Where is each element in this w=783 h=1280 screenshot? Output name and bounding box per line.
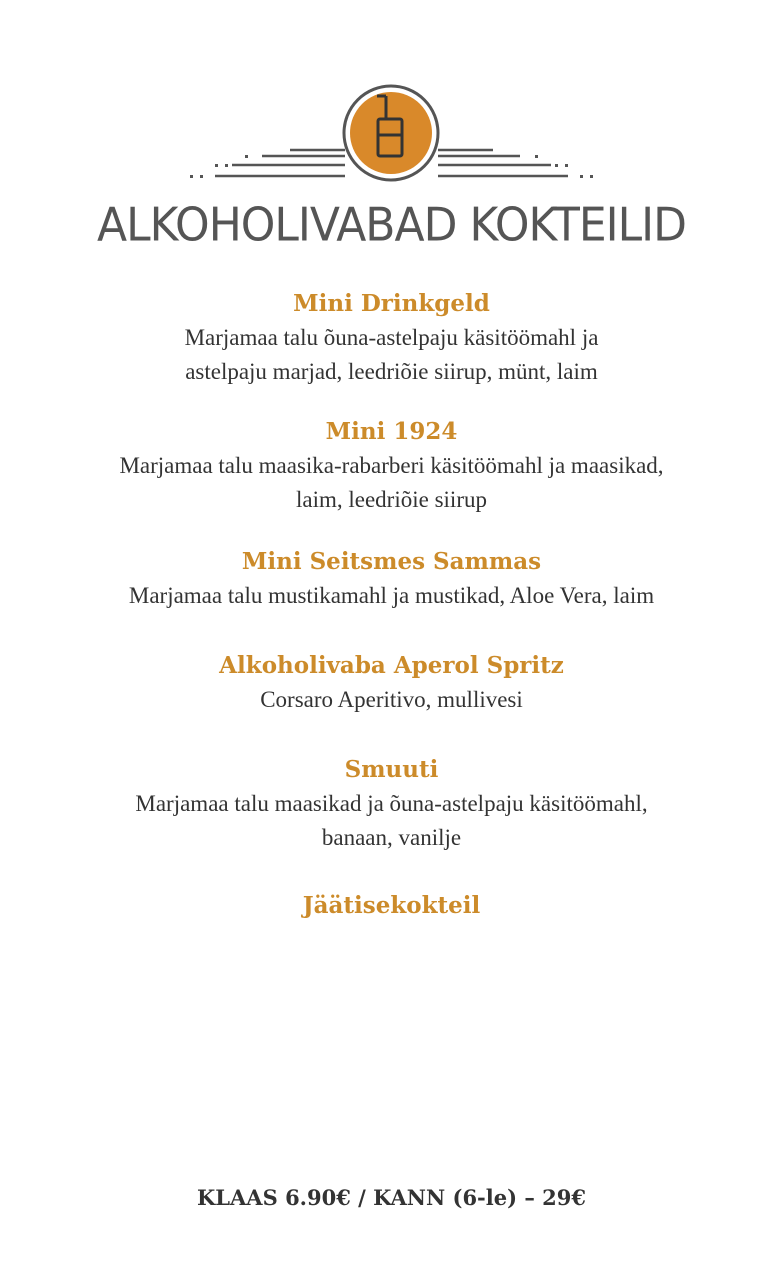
item-description: Marjamaa talu maasikad ja õuna-astelpaju käsitöömahl,: [135, 791, 648, 816]
list-item: [0, 287, 783, 389]
list-item: [0, 415, 783, 517]
item-description: Corsaro Aperitivo, mullivesi: [260, 687, 523, 712]
item-description: Marjamaa talu mustikamahl ja mustikad, Aloe Vera, laim: [128, 583, 655, 608]
cocktail-emblem-icon: [0, 0, 783, 200]
item-description: astelpaju marjad, leedriõie siirup, münt, laim: [185, 359, 598, 384]
item-name: Alkoholivaba Aperol Spritz: [219, 652, 564, 679]
list-item: [0, 889, 783, 923]
menu-list: [0, 287, 783, 923]
page-title: ALKOHOLIVABAD KOKTEILID: [97, 198, 686, 253]
item-name: Smuuti: [344, 756, 439, 783]
list-item: [0, 649, 783, 717]
item-name: Mini Seitsmes Sammas: [241, 548, 542, 575]
price-line: KLAAS 6.90€ / KANN (6-le) – 29€: [196, 1185, 587, 1210]
item-name: Mini 1924: [325, 418, 458, 445]
list-item: [0, 753, 783, 855]
item-description: Marjamaa talu õuna-astelpaju käsitöömahl ja: [184, 325, 599, 350]
item-description: laim, leedriõie siirup: [296, 487, 487, 512]
item-name: Jäätisekokteil: [302, 892, 481, 919]
item-description: Marjamaa talu maasika-rabarberi käsitöömahl ja maasikad,: [119, 453, 664, 478]
list-item: [0, 545, 783, 613]
item-name: Mini Drinkgeld: [293, 290, 490, 317]
item-description: banaan, vanilje: [321, 825, 462, 850]
